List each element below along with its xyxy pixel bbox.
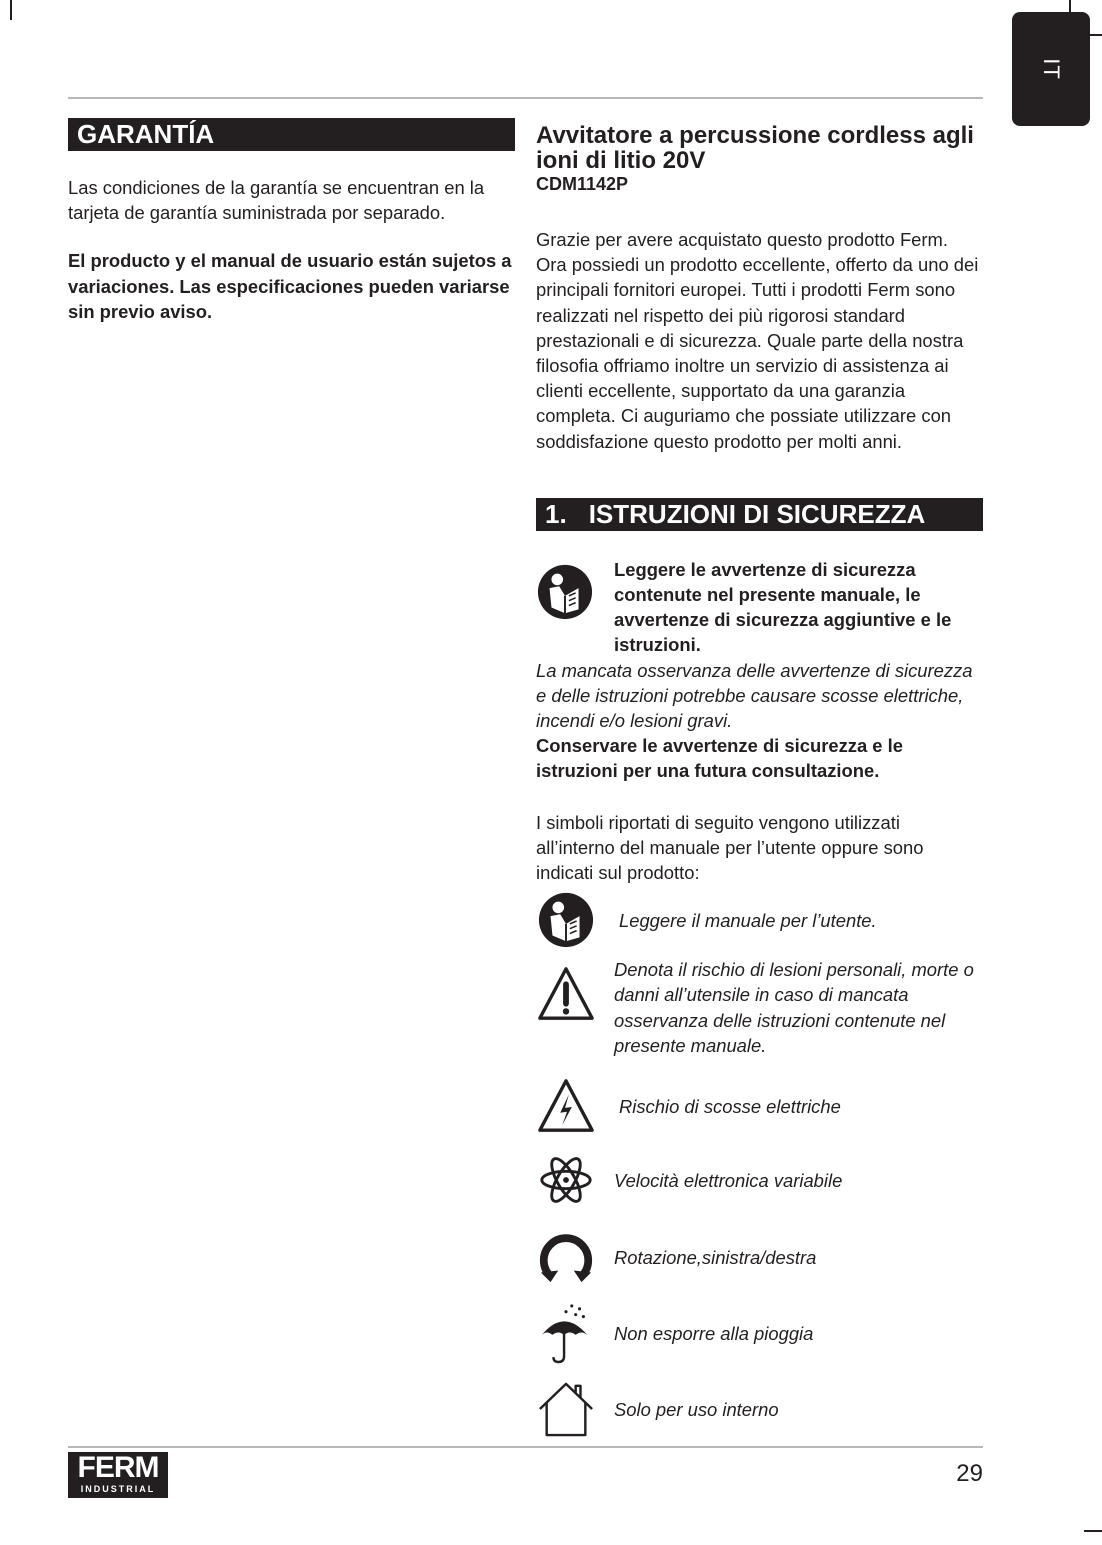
symbol-text: Leggere il manuale per l’utente. [619, 909, 877, 931]
symbol-row [536, 1219, 983, 1295]
warning-bold-text: Leggere le avvertenze di sicurezza contenute nel presente manuale, le avvertenze di sicurezza aggiuntive e le istruzioni. [614, 558, 952, 656]
warning-bold-text-2: Conservare le avvertenze di sicurezza e le istruzioni per una futura consultazione. [536, 735, 903, 782]
warning-icon [537, 965, 595, 1023]
symbol-text: Velocità elettronica variabile [614, 1169, 843, 1191]
symbol-row [536, 889, 983, 951]
logo-subtitle: INDUSTRIAL [80, 1484, 156, 1494]
umbrella-rain-icon [537, 1302, 595, 1364]
symbol-row [536, 1071, 983, 1141]
symbol-row [536, 1141, 983, 1219]
safety-warning-block [536, 557, 983, 784]
product-title: Avvitatore a percussione cordless agli ioni di litio 20V [536, 122, 974, 174]
read-manual-icon [536, 563, 594, 621]
footer-rule [68, 1446, 983, 1448]
symbol-row [536, 957, 983, 1071]
symbol-list [536, 889, 983, 1447]
read-manual-icon [537, 891, 595, 949]
header-rule [68, 97, 983, 99]
symbol-text: Rischio di scosse elettriche [619, 1095, 841, 1117]
electric-shock-icon [537, 1077, 595, 1135]
symbol-row [536, 1295, 983, 1371]
ferm-logo [68, 1452, 168, 1498]
symbol-text: Denota il rischio di lesioni personali, morte o danni all’utensile in caso di mancata osservanza delle istruzioni contenute nel presente manuale. [614, 959, 974, 1056]
symbol-text: Non esporre alla pioggia [614, 1322, 814, 1344]
section-title: ISTRUZIONI DI SICUREZZA [588, 498, 926, 529]
house-icon [537, 1380, 595, 1438]
intro-paragraph: Grazie per avere acquistato questo prodotto Ferm. Ora possiedi un prodotto eccellente, offerto da uno dei principali fornitori europei. Tutti i prodotti Ferm sono realizzati nel rispetto dei più rigorosi standard prestazionali e di sicurezza. Quale parte della nostra filosofia offriamo inoltre un servizio di assistenza ai clienti eccellente, supportato da una garanzia completa. Ci auguriamo che possiate utilizzare con soddisfazione questo prodotto per molti anni. [536, 229, 979, 452]
symbol-text: Rotazione,sinistra/destra [614, 1246, 817, 1268]
crop-mark [10, 0, 12, 20]
symbol-text: Solo per uso interno [614, 1398, 779, 1420]
language-tab-label: IT [1039, 58, 1064, 80]
page-number: 29 [956, 1460, 983, 1487]
warning-italic-text: La mancata osservanza delle avvertenze di sicurezza e delle istruzioni potrebbe causare scosse elettriche, incendi e/o lesioni gravi. [536, 659, 973, 732]
crop-mark [1084, 1530, 1102, 1532]
section-number: 1. [545, 498, 567, 529]
rotation-icon [537, 1228, 595, 1286]
left-column [68, 118, 515, 324]
warranty-heading: GARANTÍA [68, 118, 515, 151]
product-model: CDM1142P [536, 174, 629, 194]
safety-warning-text [536, 557, 983, 658]
right-column [536, 118, 983, 1447]
safety-section-heading [536, 498, 983, 531]
language-tab [1012, 12, 1090, 126]
warranty-notice: El producto y el manual de usuario están sujetos a variaciones. Las especificaciones pueden variarse sin previo aviso. [68, 250, 512, 322]
electronic-speed-icon [537, 1151, 595, 1209]
warranty-paragraph: Las condiciones de la garantía se encuentran en la tarjeta de garantía suministrada por separado. [68, 177, 485, 224]
logo-brand: FERM [77, 1451, 159, 1484]
symbol-row [536, 1371, 983, 1447]
symbols-intro: I simboli riportati di seguito vengono utilizzati all’interno del manuale per l’utente oppure sono indicati sul prodotto: [536, 811, 924, 884]
